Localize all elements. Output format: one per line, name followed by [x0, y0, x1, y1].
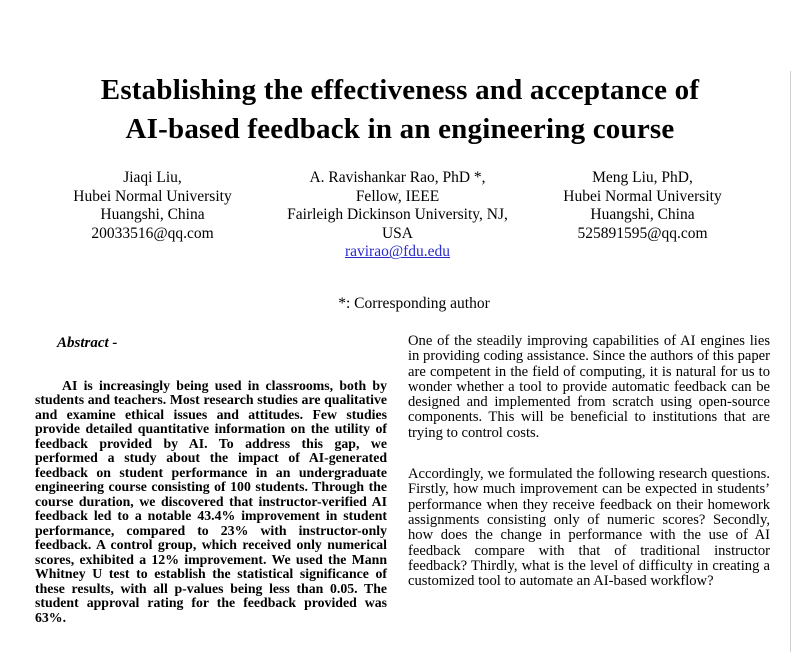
author-name: A. Ravishankar Rao, PhD *, — [309, 169, 486, 186]
author-location: Huangshi, China — [100, 206, 205, 224]
intro-column — [408, 334, 770, 626]
page-edge-divider — [790, 71, 791, 652]
author-block-3 — [520, 169, 765, 262]
author-email-link[interactable]: ravirao@fdu.edu — [344, 243, 451, 261]
author-title: Fellow, IEEE — [355, 187, 440, 205]
paper-title-line2: AI-based feedback in an engineering course — [125, 113, 675, 145]
intro-paragraph-1: One of the steadily improving capabilities of AI engines lies in providing coding assistance. Since the authors of this paper are competent in the field of computing, it is natural for us to wonder whether a tool to provide automatic feedback can be designed and implemented from scratch using open-source components. This will be beneficial to institutions that are trying to control costs. — [408, 332, 770, 441]
two-column-body — [35, 334, 770, 626]
author-name: Jiaqi Liu, — [123, 169, 182, 186]
author-affiliation: Fairleigh Dickinson University, NJ, USA — [287, 206, 508, 242]
intro-paragraph-2: Accordingly, we formulated the following research questions. Firstly, how much improvement can be expected in students’ performance when they receive feedback on their homework assignments consisting only of numeric scores? Secondly, how does the change in performance with the use of AI feedback compare with that of traditional instructor feedback? Thirdly, what is the level of difficulty in creating a customized tool to automate an AI-based workflow? — [408, 466, 770, 590]
authors-row — [30, 169, 765, 262]
paper-title-line1: Establishing the effectiveness and acceptance of — [100, 74, 700, 106]
abstract-column — [35, 334, 387, 626]
author-affiliation: Hubei Normal University — [563, 187, 722, 205]
abstract-text: AI is increasingly being used in classrooms, both by students and teachers. Most research studies are qualitative and examine ethical issues and attitudes. Few studies provide detailed quantitative information on the utility of feedback provided by AI. To address this gap, we performed a study about the impact of AI-generated feedback on student performance in an undergraduate engineering course consisting of 100 students. Through the course duration, we discovered that instructor-verified AI feedback led to a notable 43.4% improvement in student performance, compared to 23% with instructor-only feedback. A control group, which received only numerical scores, exhibited a 12% improvement. We used the Mann Whitney U test to establish the statistical significance of these results, with all p-values being less than 0.05. The student approval rating for the feedback provided was 63%. — [35, 377, 387, 625]
author-affiliation: Hubei Normal University — [73, 187, 232, 205]
paper-title — [0, 71, 800, 149]
author-block-2 — [275, 169, 520, 262]
column-gap — [387, 334, 408, 626]
abstract-heading: Abstract - — [57, 334, 118, 351]
author-email: 525891595@qq.com — [577, 224, 708, 242]
author-block-1 — [30, 169, 275, 262]
author-email: 20033516@qq.com — [91, 224, 214, 242]
author-name: Meng Liu, PhD, — [592, 169, 693, 186]
corresponding-author-note: *: Corresponding author — [338, 294, 490, 312]
author-location: Huangshi, China — [590, 206, 695, 224]
